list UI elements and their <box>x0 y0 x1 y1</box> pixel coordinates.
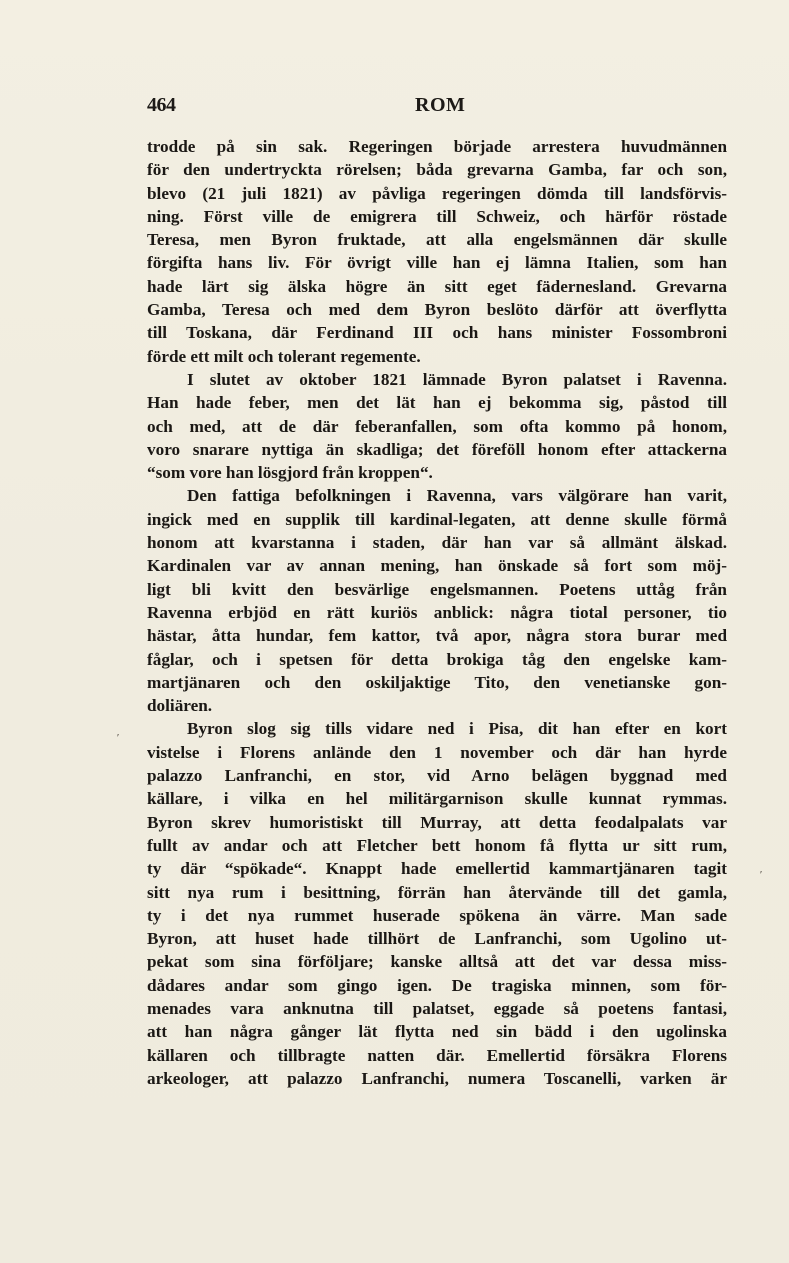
text-line: blevo (21 juli 1821) av påvliga regeringen dömda till landsförvis- <box>147 183 727 203</box>
text-line: ligt bli kvitt den besvärlige engelsmannen. Poetens uttåg från <box>147 579 727 599</box>
text-line: Han hade feber, men det lät han ej bekomma sig, påstod till <box>147 393 727 413</box>
text-line: fullt av andar och att Fletcher bett honom få flytta ur sitt rum, <box>147 835 727 855</box>
body-text <box>147 135 727 1090</box>
text-line: Kardinalen var av annan mening, han önskade så fort som möj- <box>147 556 727 576</box>
print-mark: ′ <box>760 870 763 881</box>
text-line: förgifta hans liv. För övrigt ville han ej lämna Italien, som han <box>147 253 727 273</box>
text-line: och med, att de där feberanfallen, som ofta kommo på honom, <box>147 416 727 436</box>
text-line: ty i det nya rummet huserade spökena än värre. Man sade <box>147 905 727 925</box>
text-line: doliären. <box>147 696 213 716</box>
print-mark: ′ <box>117 733 120 744</box>
text-line: dådares andar som gingo igen. De tragiska minnen, som för- <box>147 975 727 995</box>
text-line: Byron skrev humoristiskt till Murray, att detta feodalpalats var <box>147 812 727 832</box>
text-line: palazzo Lanfranchi, en stor, vid Arno belägen byggnad med <box>147 766 727 786</box>
text-line: voro snarare nyttiga än skadliga; det föreföll honom efter attackerna <box>147 439 727 459</box>
text-line: vistelse i Florens anlände den 1 november och där han hyrde <box>147 742 727 762</box>
text-line: menades vara anknutna till palatset, eggade så poetens fantasi, <box>147 998 727 1018</box>
text-line: fåglar, och i spetsen för detta brokiga tåg den engelske kam- <box>147 649 727 669</box>
text-line: till Toskana, där Ferdinand III och hans minister Fossombroni <box>147 323 727 343</box>
text-line: att han några gånger lät flytta ned sin bädd i den ugolinska <box>147 1022 727 1042</box>
text-line: martjänaren och den oskiljaktige Tito, den venetianske gon- <box>147 672 727 692</box>
text-line: hade lärt sig älska högre än sitt eget fädernesland. Grevarna <box>147 276 727 296</box>
text-line: I slutet av oktober 1821 lämnade Byron palatset i Ravenna. <box>187 369 727 389</box>
text-line: källaren och tillbragte natten där. Emellertid försäkra Florens <box>147 1045 727 1065</box>
text-line: “som vore han lösgjord från kroppen“. <box>147 463 433 483</box>
text-line: arkeologer, att palazzo Lanfranchi, numera Toscanelli, varken är <box>147 1068 727 1088</box>
text-line: Teresa, men Byron fruktade, att alla engelsmännen där skulle <box>147 230 727 250</box>
page-number: 464 <box>147 94 176 116</box>
running-title: ROM <box>415 94 466 116</box>
text-line: trodde på sin sak. Regeringen började arrestera huvudmännen <box>147 137 727 156</box>
text-line: ingick med en supplik till kardinal-legaten, att denne skulle förmå <box>147 509 727 529</box>
text-line: ty där “spökade“. Knappt hade emellertid kammartjänaren tagit <box>147 859 727 879</box>
text-line: pekat som sina förföljare; kanske alltså att det var dessa miss- <box>147 952 727 972</box>
text-line: källare, i vilka en hel militärgarnison skulle kunnat rymmas. <box>147 789 727 809</box>
text-line: hästar, åtta hundar, fem kattor, två apor, några stora burar med <box>147 626 727 646</box>
text-line: Byron, att huset hade tillhört de Lanfranchi, som Ugolino ut- <box>147 929 727 949</box>
text-line: Gamba, Teresa och med dem Byron beslöto därför att överflytta <box>147 300 727 320</box>
text-line: Den fattiga befolkningen i Ravenna, vars välgörare han varit, <box>187 486 727 506</box>
text-line: förde ett milt och tolerant regemente. <box>147 346 421 366</box>
text-line: Ravenna erbjöd en rätt kuriös anblick: några tiotal personer, tio <box>147 602 727 622</box>
page-header <box>147 94 727 120</box>
text-line: honom att kvarstanna i staden, där han var så allmänt älskad. <box>147 533 727 553</box>
text-line: Byron slog sig tills vidare ned i Pisa, dit han efter en kort <box>187 719 727 739</box>
text-line: sitt nya rum i besittning, förrän han återvände till det gamla, <box>147 882 727 902</box>
text-line: ning. Först ville de emigrera till Schweiz, och härför röstade <box>147 206 727 226</box>
text-line: för den undertryckta rörelsen; båda grevarna Gamba, far och son, <box>147 160 727 180</box>
